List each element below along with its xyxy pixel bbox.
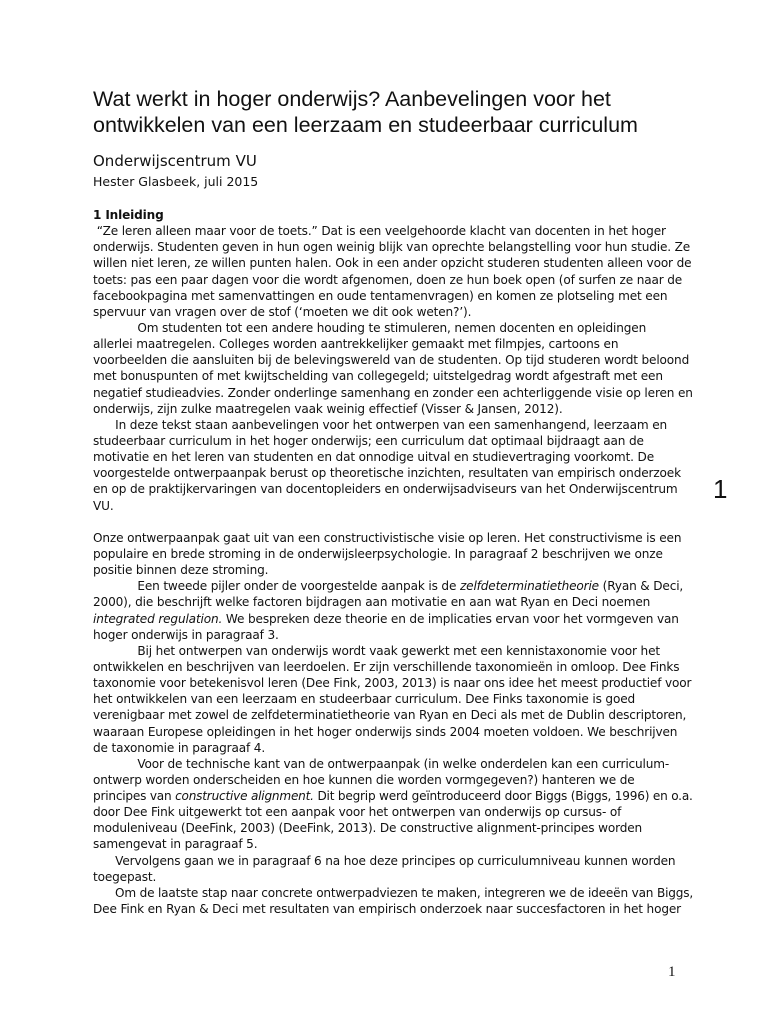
text-line	[93, 530, 693, 546]
text-segment: samengevat in paragraaf 5.	[93, 837, 258, 852]
title-line: ontwikkelen van een leerzaam en studeerbaar curriculum	[93, 113, 638, 137]
text-line	[93, 239, 693, 255]
text-segment: Bij het ontwerpen van onderwijs wordt vaak gewerkt met een kennistaxonomie voor het	[93, 643, 660, 658]
text-line	[93, 901, 693, 917]
body-text	[93, 207, 693, 917]
text-segment: studeerbaar curriculum in het hoger onderwijs; een curriculum dat optimaal bijdraagt aan de	[93, 433, 644, 448]
text-line	[93, 853, 693, 869]
text-line	[93, 304, 693, 320]
italic-term: zelfdeterminatietheorie	[459, 579, 599, 594]
text-line	[93, 320, 693, 336]
text-segment: het ontwikkelen van een leerzaam en studeerbaar curriculum. Dee Finks taxonomie is goed	[93, 692, 636, 707]
text-segment: voorbeelden die aansluiten bij de belevingswereld van de studenten. Op tijd studeren wordt beloond	[93, 353, 690, 368]
text-segment: met bonuspunten of met kwijtschelding van collegegeld; uitstelgedrag wordt afgestraft met een	[93, 369, 663, 384]
text-segment: facebookpagina met samenvattingen en oude tentamenvragen) en komen ze plotseling met een	[93, 288, 668, 303]
organization-name: Onderwijscentrum VU	[93, 152, 257, 170]
text-segment: onderwijs, zijn zulke maatregelen vaak weinig effectief (Visser & Jansen, 2012).	[93, 401, 563, 416]
text-segment: Voor de technische kant van de ontwerpaanpak (in welke onderdelen kan een curriculum-	[93, 756, 670, 771]
text-line	[93, 691, 693, 707]
text-segment: In deze tekst staan aanbevelingen voor het ontwerpen van een samenhangend, leerzaam en	[93, 417, 668, 432]
text-segment: 2000), die beschrijft welke factoren bijdragen aan motivatie en aan wat Ryan en Deci noemen	[93, 595, 651, 610]
text-line	[93, 836, 693, 852]
text-segment: taxonomie voor betekenisvol leren (Dee Fink, 2003, 2013) is naar ons idee het meest productief voor	[93, 676, 692, 691]
text-line	[93, 804, 693, 820]
text-line	[93, 707, 693, 723]
italic-term: integrated regulation.	[93, 611, 223, 626]
text-line	[93, 772, 693, 788]
text-segment: principes van	[93, 789, 176, 804]
text-line	[93, 578, 693, 594]
text-segment: toets: pas een paar dagen voor die wordt afgenomen, doen ze hun boek open (of surfen ze naar de	[93, 272, 683, 287]
text-line	[93, 659, 693, 675]
text-segment: spervuur van vragen over de stof (‘moeten we dit ook weten?’).	[93, 304, 472, 319]
text-segment: hoger onderwijs in paragraaf 3.	[93, 627, 279, 642]
text-line	[93, 627, 693, 643]
text-segment: Dee Fink en Ryan & Deci met resultaten van empirisch onderzoek naar succesfactoren in het hoger	[93, 902, 681, 917]
text-line	[93, 417, 693, 433]
margin-number: 1	[713, 474, 728, 504]
text-line	[93, 546, 693, 562]
text-segment: motivatie en het leren van studenten en dat onnodige uitval en studievertraging voorkomt. De	[93, 450, 654, 465]
text-segment: Onze ontwerpaanpak gaat uit van een constructivistische visie op leren. Het constructivisme is een	[93, 530, 682, 545]
text-line	[93, 223, 693, 239]
text-segment: willen niet leren, ze willen punten halen. Ook in een ander opzicht studeren studenten alleen voor de	[93, 256, 692, 271]
text-segment: moduleniveau (DeeFink, 2003) (DeeFink, 2013). De constructive alignment-principes worden	[93, 821, 643, 836]
text-segment: ontwerp worden onderscheiden en hoe kunnen die worden vormgegeven?) hanteren we de	[93, 772, 635, 787]
text-segment: Vervolgens gaan we in paragraaf 6 na hoe deze principes op curriculumniveau kunnen worden	[93, 853, 676, 868]
section-heading	[93, 207, 693, 223]
text-line	[93, 740, 693, 756]
text-line	[93, 820, 693, 836]
text-line	[93, 724, 693, 740]
text-segment: door Dee Fink uitgewerkt tot een aanpak voor het ontwerpen van onderwijs op cursus- of	[93, 805, 622, 820]
text-line	[93, 885, 693, 901]
text-line	[93, 756, 693, 772]
text-segment: We bespreken deze theorie en de implicaties ervan voor het vormgeven van	[222, 611, 679, 626]
text-segment: Om de laatste stap naar concrete ontwerpadviezen te maken, integreren we de ideeën van Biggs,	[93, 885, 694, 900]
author-date-line: Hester Glasbeek, juli 2015	[93, 174, 259, 189]
text-line	[93, 869, 693, 885]
text-segment: onderwijs. Studenten geven in hun ogen weinig blijk van oprechte belangstelling voor hun studie. Ze	[93, 240, 691, 255]
text-line	[93, 352, 693, 368]
text-segment: populaire en brede stroming in de onderwijsleerpsychologie. In paragraaf 2 beschrijven we onze	[93, 546, 663, 561]
text-segment: allerlei maatregelen. Colleges worden aantrekkelijker gemaakt met filmpjes, cartoons en	[93, 337, 619, 352]
text-segment: ontwikkelen en beschrijven van leerdoelen. Er zijn verschillende taxonomieën in omloop. Dee Finks	[93, 659, 680, 674]
text-segment: 1 Inleiding	[93, 208, 164, 222]
text-segment: toegepast.	[93, 869, 157, 884]
text-line	[93, 498, 693, 514]
document-title	[93, 86, 693, 138]
text-line	[93, 643, 693, 659]
text-line	[93, 336, 693, 352]
text-line	[93, 368, 693, 384]
text-line	[93, 433, 693, 449]
text-line	[93, 675, 693, 691]
text-line	[93, 272, 693, 288]
text-segment: Om studenten tot een andere houding te stimuleren, nemen docenten en opleidingen	[93, 320, 647, 335]
text-line	[93, 401, 693, 417]
text-segment: voorgestelde ontwerpaanpak berust op theoretische inzichten, resultaten van empirisch onderzoek	[93, 466, 681, 481]
text-segment: Een tweede pijler onder de voorgestelde aanpak is de	[93, 579, 460, 594]
text-segment: “Ze leren alleen maar voor de toets.” Dat is een veelgehoorde klacht van docenten in het hoger	[93, 224, 666, 239]
text-segment: waaraan Europese opleidingen in het hoger onderwijs sinds 2004 moeten voldoen. We beschrijven	[93, 724, 678, 739]
text-line	[93, 562, 693, 578]
text-line	[93, 255, 693, 271]
text-line	[93, 481, 693, 497]
text-line	[93, 788, 693, 804]
text-segment: de taxonomie in paragraaf 4.	[93, 740, 266, 755]
text-segment: positie binnen deze stroming.	[93, 563, 269, 578]
text-segment: (Ryan & Deci,	[598, 579, 684, 594]
text-line	[93, 385, 693, 401]
blank-line	[93, 514, 693, 530]
text-segment: verenigbaar met zowel de zelfdeterminatietheorie van Ryan en Deci als met de Dublin descriptoren,	[93, 708, 687, 723]
text-line	[93, 611, 693, 627]
title-line: Wat werkt in hoger onderwijs? Aanbevelingen voor het	[93, 87, 611, 111]
text-line	[93, 288, 693, 304]
text-line	[93, 465, 693, 481]
text-line	[93, 449, 693, 465]
text-segment: en op de praktijkervaringen van docentopleiders en onderwijsadviseurs van het Onderwijscentrum	[93, 482, 678, 497]
text-segment: Dit begrip werd geïntroduceerd door Biggs (Biggs, 1996) en o.a.	[313, 789, 693, 804]
text-segment: negatief studieadvies. Zonder onderlinge samenhang en zonder een achterliggende visie op leren en	[93, 385, 693, 400]
page-number: 1	[668, 964, 676, 980]
text-segment: VU.	[93, 498, 114, 513]
italic-term: constructive alignment.	[175, 789, 314, 804]
text-line	[93, 594, 693, 610]
